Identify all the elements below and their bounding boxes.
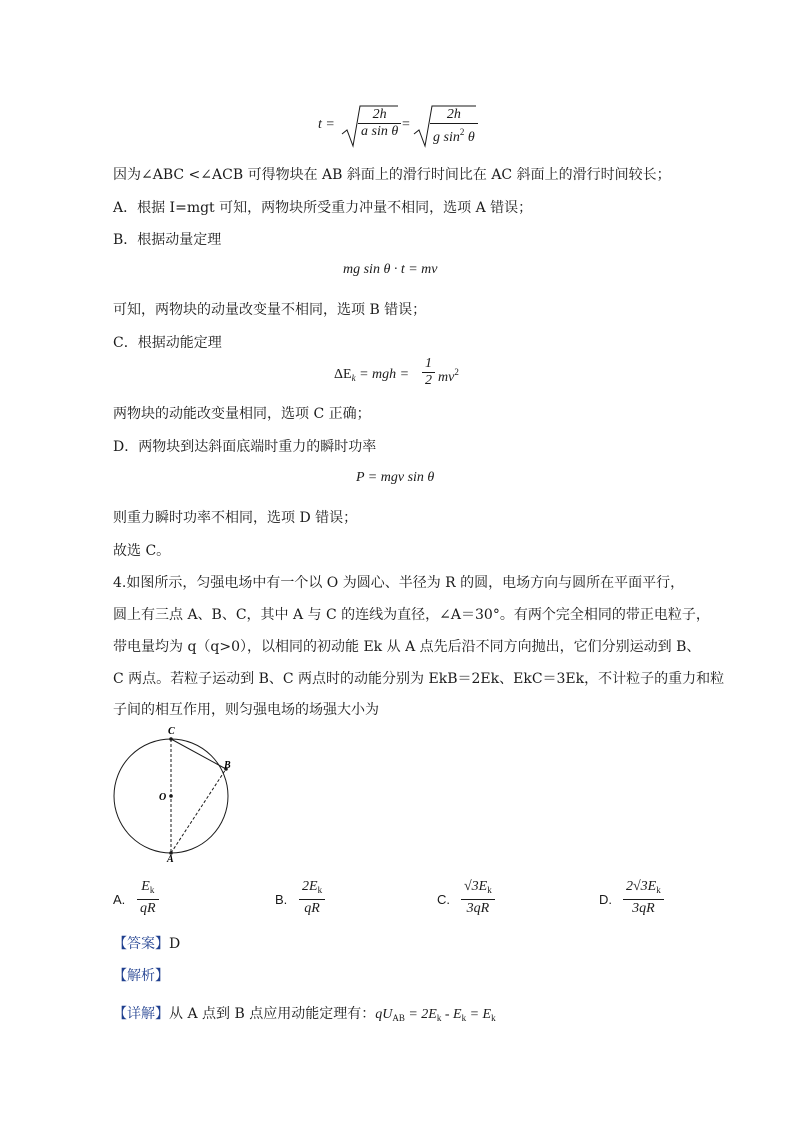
circle-figure	[108, 722, 238, 862]
energy-rhs: mv	[438, 370, 455, 385]
detail-label: 【详解】	[113, 1006, 169, 1022]
detail-formula: $qU_{AB} = 2E_k - E_k = E_k$	[375, 1007, 496, 1023]
text-option-b-conclusion: 可知，两物块的动量改变量不相同，选项 B 错误；	[113, 302, 427, 318]
label-c: C	[168, 726, 175, 737]
question-4-line-3: 带电量均为 q（q>0），以相同的初动能 Ek 从 A 点先后沿不同方向抛出，它们分别运动到 B、	[113, 639, 701, 655]
detail-text: 从 A 点到 B 点应用动能定理有：	[169, 1006, 376, 1022]
text-option-d: D．两物块到达斜面底端时重力的瞬时功率	[113, 439, 377, 455]
point-c	[169, 737, 173, 741]
label-a: A	[167, 854, 174, 862]
chord-cb	[171, 739, 226, 769]
frac2-denominator: g $\sin^2 \theta$	[433, 127, 475, 145]
formula-time-frac2	[430, 107, 478, 146]
choice-c-fraction: $\frac{√3E_k}{3qR}$	[461, 878, 495, 918]
answer-line	[113, 934, 180, 954]
formula-power: P = mgv sin θ	[356, 470, 435, 485]
frac1-denominator: a sin θ	[361, 124, 399, 139]
chord-ab	[171, 769, 226, 853]
formula-time	[318, 102, 488, 152]
energy-half: $\frac{1}{2}$	[422, 356, 435, 389]
question-4-line-2: 圆上有三点 A、B、C，其中 A 与 C 的连线为直径，∠A＝30°。有两个完全相同的带正电粒子，	[113, 607, 710, 623]
label-o: O	[159, 792, 167, 803]
formula-time-lhs: t =	[318, 117, 335, 132]
label-b: B	[224, 760, 231, 771]
text-option-b: B．根据动量定理	[113, 232, 222, 248]
detail-line	[113, 1004, 496, 1028]
formula-time-eq: =	[402, 117, 410, 132]
point-o	[169, 794, 173, 798]
formula-time-frac1	[358, 107, 401, 140]
question-4-line-1: 4.如图所示，匀强电场中有一个以 O 为圆心、半径为 R 的圆，电场方向与圆所在平面平行，	[113, 575, 685, 591]
choice-b-fraction: $\frac{2E_k}{qR}$	[299, 878, 325, 918]
question-4-line-4: C 两点。若粒子运动到 B、C 两点时的动能分别为 EkB＝2Ek、EkC＝3Ek，不计粒子的重力和粒	[113, 671, 725, 687]
formula-energy: $\Delta E_k$ = mgh = $\frac{1}{2}$ $mv^2$	[334, 356, 459, 388]
question-4-line-5: 子间的相互作用，则匀强电场的场强大小为	[113, 702, 379, 718]
frac1-numerator: 2h	[358, 107, 401, 124]
text-option-c: C．根据动能定理	[113, 335, 222, 351]
text-option-c-conclusion: 两物块的动能改变量相同，选项 C 正确；	[113, 406, 371, 422]
energy-lhs: ΔE	[334, 367, 352, 382]
text-compare: 因为∠ABC <∠ACB 可得物块在 AB 斜面上的滑行时间比在 AC 斜面上的滑行时间较长；	[113, 167, 671, 183]
frac2-numerator: 2h	[430, 107, 478, 124]
choice-a-fraction: $\frac{E_k}{qR}$	[137, 878, 159, 918]
text-choose: 故选 C。	[113, 543, 171, 559]
answer-label: 【答案】	[113, 936, 169, 952]
choice-d-fraction: $\frac{2√3E_k}{3qR}$	[623, 878, 664, 918]
analysis-label: 【解析】	[113, 968, 169, 984]
text-option-a: A．根据 I=mgt 可知，两物块所受重力冲量不相同，选项 A 错误；	[113, 200, 533, 216]
answer-value: D	[169, 936, 181, 952]
formula-momentum: mg sin θ · t = mv	[343, 262, 438, 277]
text-option-d-conclusion: 则重力瞬时功率不相同，选项 D 错误；	[113, 510, 358, 526]
